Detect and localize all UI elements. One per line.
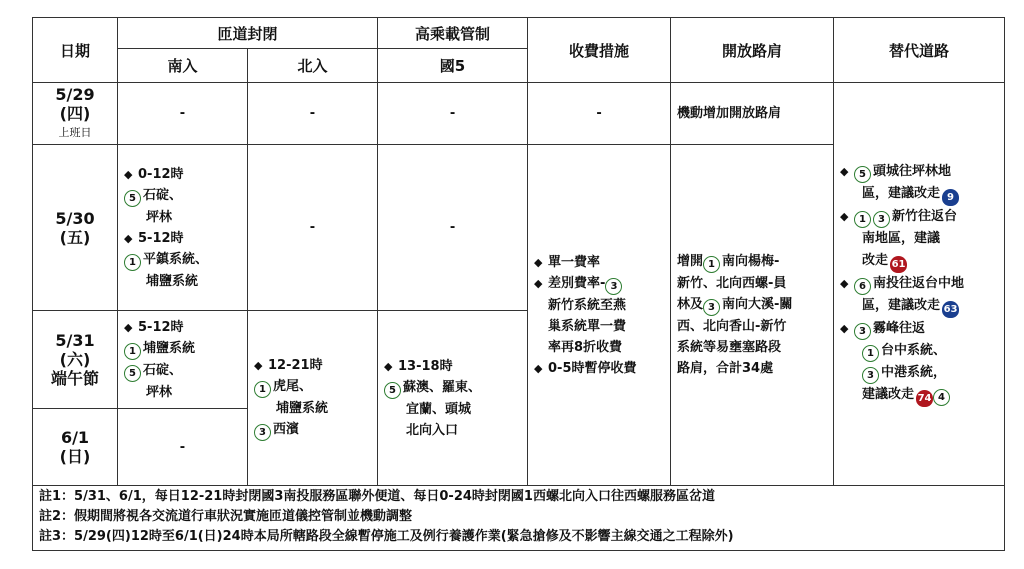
freeway-badge: 5: [124, 190, 141, 207]
weekday-label: (四): [59, 104, 91, 123]
weekday-label: (日): [59, 447, 91, 466]
alt-text: 南投往返台中地: [873, 276, 965, 291]
cell-weekend-hov: ◆ 13-18時 5 蘇澳、羅東、 宜蘭、頭城 北向入口: [378, 311, 528, 486]
ramp-name: 平鎮系統、: [143, 251, 209, 267]
freeway-badge: 6: [854, 278, 871, 295]
alt-text: 頭城往坪林地: [873, 164, 952, 179]
ramp-name: 石碇、: [143, 187, 183, 203]
footnotes: [33, 486, 1005, 551]
highway-shield-icon: 61: [890, 256, 907, 273]
header-northbound: 北入: [248, 49, 378, 83]
freeway-badge: 1: [862, 345, 879, 362]
ramp-name: 坪林: [146, 384, 173, 400]
time-range: 0-12時: [138, 166, 184, 182]
date-label: 5/31: [55, 331, 95, 350]
alt-text: 改走: [862, 253, 889, 268]
weekday-label: (六): [59, 350, 91, 369]
shoulder-text: 南向楊梅-: [722, 254, 780, 269]
holiday-traffic-table: [32, 17, 1005, 551]
toll-text: 0-5時暫停收費: [548, 360, 637, 376]
time-range: 5-12時: [138, 230, 184, 246]
note-1: 註1：5/31、6/1，每日12-21時封閉國3南投服務區聯外便道、每日0-24時封閉國1西螺北向入口往西螺服務區岔道: [39, 489, 715, 504]
header-hov-freeway5: 國5: [378, 49, 528, 83]
date-0529: [33, 83, 118, 145]
freeway-badge: 3: [873, 211, 890, 228]
freeway-badge: 5: [384, 382, 401, 399]
header-ramp-closure: 匝道封閉: [118, 18, 378, 49]
freeway-badge: 5: [854, 166, 871, 183]
date-label: 5/30: [55, 208, 95, 228]
ramp-name: 坪林: [146, 209, 173, 225]
cell-0529-toll: -: [528, 83, 671, 145]
shoulder-text: 南向大溪-關: [722, 297, 793, 312]
cell-0529-south: -: [118, 83, 248, 145]
holiday-label: 端午節: [50, 369, 99, 388]
freeway-badge: 3: [854, 323, 871, 340]
day-note: 上班日: [58, 126, 92, 139]
cell-0601-south: -: [118, 409, 248, 486]
ramp-name: 埔鹽系統: [143, 340, 196, 356]
cell-shoulder-open: [671, 145, 834, 486]
alt-text: 霧峰往返: [873, 321, 926, 336]
ramp-name: 西濱: [273, 422, 300, 437]
date-label: 5/29: [55, 85, 95, 104]
freeway-badge: 1: [254, 381, 271, 398]
date-0530: [33, 145, 118, 311]
header-toll: 收費措施: [528, 18, 671, 83]
cell-0529-shoulder: 機動增加開放路肩: [671, 83, 834, 145]
freeway-badge: 3: [703, 299, 720, 316]
note-2: 註2：假期間將視各交流道行車狀況實施匝道儀控管制並機動調整: [39, 509, 413, 524]
alt-text: 新竹往返台: [892, 209, 958, 224]
freeway-badge: 3: [254, 424, 271, 441]
shoulder-text: 增開: [677, 254, 704, 269]
shoulder-text: 路肩，合計34處: [677, 361, 774, 376]
cell-weekend-north: ◆ 12-21時 1 虎尾、 埔鹽系統 3 西濱: [248, 311, 378, 486]
toll-text: 率再8折收費: [548, 339, 623, 355]
alt-text: 台中系統、: [881, 343, 947, 358]
header-southbound: 南入: [118, 49, 248, 83]
time-range: 5-12時: [138, 319, 184, 335]
highway-shield-icon: 63: [942, 301, 959, 318]
shoulder-text: 林及: [677, 297, 704, 312]
ramp-name: 石碇、: [143, 362, 183, 378]
cell-0529-hov: -: [378, 83, 528, 145]
toll-text: 巢系統單一費: [548, 318, 627, 334]
date-0601: [33, 409, 118, 486]
toll-text: 單一費率: [548, 254, 601, 270]
header-hov: 高乘載管制: [378, 18, 528, 49]
date-label: 6/1: [60, 428, 90, 447]
shoulder-text: 西、北向香山-新竹: [677, 319, 787, 334]
freeway-badge: 1: [124, 343, 141, 360]
freeway-badge: 3: [605, 278, 622, 295]
cell-toll-measures: ◆ 單一費率 ◆ 差別費率- 3 新竹系統至燕 巢系統單一費 率再8折收費 ◆ 0-5時暫停收費: [528, 145, 671, 486]
freeway-badge: 4: [933, 389, 950, 406]
highway-shield-icon: 9: [942, 189, 959, 206]
shoulder-text: 新竹、北向西螺-員: [677, 276, 787, 291]
freeway-badge: 1: [703, 256, 720, 273]
header-alt-route: 替代道路: [834, 18, 1005, 83]
shoulder-text: 系統等易壅塞路段: [677, 340, 782, 355]
toll-text: 差別費率-: [548, 275, 606, 291]
ramp-name: 宜蘭、頭城: [406, 401, 472, 417]
freeway-badge: 5: [124, 365, 141, 382]
ramp-name: 埔鹽系統: [276, 401, 329, 416]
note-3: 註3：5/29(四)12時至6/1(日)24時本局所轄路段全線暫停施工及例行養護作業(緊急搶修及不影響主線交通之工程除外): [39, 529, 734, 544]
date-0531: [33, 311, 118, 409]
ramp-name: 北向入口: [406, 422, 459, 438]
cell-0530-north: -: [248, 145, 378, 311]
toll-text: 新竹系統至燕: [548, 297, 627, 313]
cell-0530-hov: -: [378, 145, 528, 311]
freeway-badge: 3: [862, 367, 879, 384]
ramp-name: 埔鹽系統: [146, 273, 199, 289]
alt-text: 南地區，建議: [862, 231, 941, 246]
freeway-badge: 1: [124, 254, 141, 271]
ramp-name: 虎尾、: [273, 379, 313, 394]
cell-0531-south: ◆ 5-12時 1 埔鹽系統 5 石碇、 坪林: [118, 311, 248, 409]
cell-0530-south: ◆ 0-12時 5 石碇、 坪林 ◆ 5-12時 1 平鎮系統、 埔鹽系統: [118, 145, 248, 311]
time-range: 13-18時: [398, 358, 453, 374]
highway-shield-icon: 74: [916, 390, 933, 407]
alt-text: 建議改走: [862, 387, 915, 402]
header-date: 日期: [33, 18, 118, 83]
alt-text: 區，建議改走: [862, 186, 941, 201]
freeway-badge: 1: [854, 211, 871, 228]
ramp-name: 蘇澳、羅東、: [403, 379, 482, 395]
time-range: 12-21時: [268, 358, 323, 373]
alt-text: 中港系統，: [881, 365, 947, 380]
cell-0529-north: -: [248, 83, 378, 145]
header-shoulder: 開放路肩: [671, 18, 834, 83]
weekday-label: (五): [59, 227, 91, 247]
alt-text: 區，建議改走: [862, 298, 941, 313]
cell-alt-routes: ◆ 5 頭城往坪林地 區，建議改走 9 ◆ 1 3 新竹往返台 南地區，建議 改走 61 ◆ 6 南投往返台中地 區，建議改走 63 ◆ 3 霧峰往返 1 台中系統、 3 中港系統， 建議改走 74 4: [834, 83, 1005, 486]
